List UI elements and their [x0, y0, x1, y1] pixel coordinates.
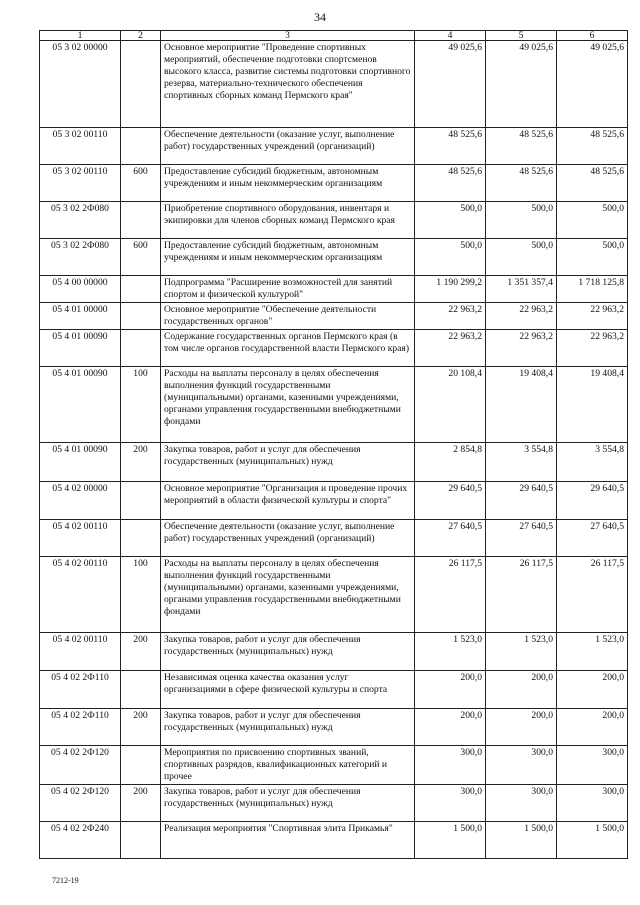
cell-value-year-2: 27 640,5 [486, 520, 557, 557]
cell-value-year-2: 19 408,4 [486, 367, 557, 443]
cell-value-year-1: 2 854,8 [415, 443, 486, 482]
cell-value-year-2: 49 025,6 [486, 41, 557, 128]
cell-name: Закупка товаров, работ и услуг для обеспечения государственных (муниципальных) нужд [161, 443, 415, 482]
cell-value-year-3: 48 525,6 [557, 128, 628, 165]
cell-value-year-3: 49 025,6 [557, 41, 628, 128]
cell-value-year-3: 300,0 [557, 746, 628, 785]
cell-name: Основное мероприятие "Обеспечение деятельности государственных органов" [161, 303, 415, 330]
cell-value-year-3: 200,0 [557, 671, 628, 709]
cell-value-year-1: 27 640,5 [415, 520, 486, 557]
table-row [40, 330, 628, 367]
cell-name: Предоставление субсидий бюджетным, автономным учреждениям и иным некоммерческим организациям [161, 239, 415, 276]
cell-code: 05 4 02 2Ф110 [40, 709, 121, 746]
cell-value-year-2: 1 523,0 [486, 633, 557, 671]
table-row [40, 633, 628, 671]
table-row [40, 482, 628, 520]
cell-value-year-3: 300,0 [557, 785, 628, 822]
cell-value-year-3: 22 963,2 [557, 330, 628, 367]
table-row [40, 671, 628, 709]
cell-expense-type [121, 822, 161, 859]
table-header-row [40, 31, 628, 41]
column-header-code: 1 [40, 31, 121, 41]
cell-value-year-3: 1 500,0 [557, 822, 628, 859]
cell-value-year-3: 26 117,5 [557, 557, 628, 633]
cell-value-year-2: 48 525,6 [486, 165, 557, 202]
cell-code: 05 4 02 2Ф110 [40, 671, 121, 709]
table-row [40, 41, 628, 128]
cell-name: Независимая оценка качества оказания услуг организациями в сфере физической культуры и спорта [161, 671, 415, 709]
cell-name: Расходы на выплаты персоналу в целях обеспечения выполнения функций государственными (муниципальными) органами, казенными учреждениями, органами управления государственными внебюджетными фондами [161, 367, 415, 443]
cell-expense-type: 100 [121, 557, 161, 633]
cell-expense-type [121, 671, 161, 709]
cell-value-year-1: 500,0 [415, 202, 486, 239]
table-row [40, 239, 628, 276]
cell-value-year-1: 22 963,2 [415, 303, 486, 330]
column-header-expense-type: 2 [121, 31, 161, 41]
cell-value-year-2: 200,0 [486, 709, 557, 746]
cell-value-year-2: 22 963,2 [486, 330, 557, 367]
cell-value-year-1: 20 108,4 [415, 367, 486, 443]
table-row [40, 276, 628, 303]
cell-expense-type: 200 [121, 443, 161, 482]
cell-value-year-2: 3 554,8 [486, 443, 557, 482]
cell-value-year-1: 49 025,6 [415, 41, 486, 128]
cell-code: 05 4 01 00090 [40, 367, 121, 443]
cell-name: Мероприятия по присвоению спортивных званий, спортивных разрядов, квалификационных категорий и прочее [161, 746, 415, 785]
cell-value-year-3: 1 718 125,8 [557, 276, 628, 303]
cell-expense-type [121, 482, 161, 520]
cell-code: 05 4 02 00110 [40, 557, 121, 633]
cell-code: 05 4 01 00090 [40, 330, 121, 367]
cell-value-year-1: 200,0 [415, 709, 486, 746]
cell-value-year-3: 27 640,5 [557, 520, 628, 557]
cell-value-year-2: 500,0 [486, 202, 557, 239]
cell-expense-type: 600 [121, 239, 161, 276]
cell-value-year-2: 22 963,2 [486, 303, 557, 330]
cell-expense-type [121, 330, 161, 367]
cell-name: Основное мероприятие "Проведение спортивных мероприятий, обеспечение подготовки спортсменов высокого класса, развитие системы подготовки спортивного резерва, материально-технического обеспечения спортивных сборных команд Пермского края" [161, 41, 415, 128]
cell-code: 05 4 02 2Ф120 [40, 746, 121, 785]
cell-value-year-2: 29 640,5 [486, 482, 557, 520]
cell-name: Обеспечение деятельности (оказание услуг, выполнение работ) государственных учреждений (организаций) [161, 520, 415, 557]
cell-code: 05 4 00 00000 [40, 276, 121, 303]
column-header-year-1: 4 [415, 31, 486, 41]
table-row [40, 822, 628, 859]
cell-value-year-1: 1 523,0 [415, 633, 486, 671]
column-header-name: 3 [161, 31, 415, 41]
cell-expense-type [121, 128, 161, 165]
cell-value-year-3: 3 554,8 [557, 443, 628, 482]
cell-name: Приобретение спортивного оборудования, инвентаря и экипировки для членов сборных команд Пермского края [161, 202, 415, 239]
cell-expense-type: 200 [121, 633, 161, 671]
cell-value-year-1: 26 117,5 [415, 557, 486, 633]
cell-code: 05 3 02 00110 [40, 128, 121, 165]
cell-expense-type [121, 520, 161, 557]
cell-name: Подпрограмма "Расширение возможностей для занятий спортом и физической культурой" [161, 276, 415, 303]
cell-expense-type [121, 303, 161, 330]
cell-expense-type [121, 202, 161, 239]
table-row [40, 746, 628, 785]
cell-value-year-2: 200,0 [486, 671, 557, 709]
cell-name: Закупка товаров, работ и услуг для обеспечения государственных (муниципальных) нужд [161, 633, 415, 671]
table-row [40, 367, 628, 443]
cell-value-year-3: 200,0 [557, 709, 628, 746]
table-row [40, 557, 628, 633]
cell-value-year-1: 500,0 [415, 239, 486, 276]
cell-code: 05 3 02 2Ф080 [40, 239, 121, 276]
cell-value-year-3: 19 408,4 [557, 367, 628, 443]
table-row [40, 202, 628, 239]
cell-value-year-3: 1 523,0 [557, 633, 628, 671]
cell-expense-type [121, 276, 161, 303]
cell-expense-type: 200 [121, 785, 161, 822]
cell-value-year-2: 500,0 [486, 239, 557, 276]
cell-code: 05 3 02 00110 [40, 165, 121, 202]
cell-value-year-1: 200,0 [415, 671, 486, 709]
cell-value-year-2: 1 351 357,4 [486, 276, 557, 303]
column-header-year-2: 5 [486, 31, 557, 41]
cell-name: Закупка товаров, работ и услуг для обеспечения государственных (муниципальных) нужд [161, 709, 415, 746]
cell-code: 05 4 02 2Ф240 [40, 822, 121, 859]
cell-name: Расходы на выплаты персоналу в целях обеспечения выполнения функций государственными (муниципальными) органами, казенными учреждениями, органами управления государственными внебюджетными фондами [161, 557, 415, 633]
table-row [40, 128, 628, 165]
column-header-year-3: 6 [557, 31, 628, 41]
cell-expense-type: 200 [121, 709, 161, 746]
cell-code: 05 3 02 2Ф080 [40, 202, 121, 239]
cell-name: Обеспечение деятельности (оказание услуг, выполнение работ) государственных учреждений (организаций) [161, 128, 415, 165]
cell-value-year-1: 300,0 [415, 785, 486, 822]
document-footer-code: 7212-19 [52, 876, 79, 885]
cell-expense-type: 100 [121, 367, 161, 443]
cell-value-year-1: 1 500,0 [415, 822, 486, 859]
cell-value-year-1: 48 525,6 [415, 165, 486, 202]
cell-expense-type [121, 41, 161, 128]
cell-value-year-3: 500,0 [557, 239, 628, 276]
cell-value-year-3: 48 525,6 [557, 165, 628, 202]
cell-expense-type: 600 [121, 165, 161, 202]
cell-name: Закупка товаров, работ и услуг для обеспечения государственных (муниципальных) нужд [161, 785, 415, 822]
table-row [40, 443, 628, 482]
cell-code: 05 4 01 00090 [40, 443, 121, 482]
cell-value-year-2: 300,0 [486, 746, 557, 785]
table-row [40, 785, 628, 822]
cell-value-year-1: 22 963,2 [415, 330, 486, 367]
cell-name: Основное мероприятие "Организация и проведение прочих мероприятий в области физической культуры и спорта" [161, 482, 415, 520]
cell-code: 05 4 02 2Ф120 [40, 785, 121, 822]
cell-value-year-1: 48 525,6 [415, 128, 486, 165]
cell-value-year-2: 48 525,6 [486, 128, 557, 165]
table-row [40, 165, 628, 202]
cell-value-year-2: 26 117,5 [486, 557, 557, 633]
cell-code: 05 4 02 00110 [40, 633, 121, 671]
cell-value-year-1: 29 640,5 [415, 482, 486, 520]
budget-table [39, 30, 628, 859]
table-row [40, 709, 628, 746]
table-row [40, 520, 628, 557]
cell-value-year-2: 1 500,0 [486, 822, 557, 859]
cell-code: 05 4 02 00110 [40, 520, 121, 557]
cell-expense-type [121, 746, 161, 785]
page-number: 34 [314, 10, 326, 24]
cell-code: 05 4 02 00000 [40, 482, 121, 520]
cell-name: Содержание государственных органов Пермского края (в том числе органов государственной власти Пермского края) [161, 330, 415, 367]
table-row [40, 303, 628, 330]
cell-value-year-2: 300,0 [486, 785, 557, 822]
cell-value-year-3: 29 640,5 [557, 482, 628, 520]
cell-code: 05 4 01 00000 [40, 303, 121, 330]
cell-value-year-1: 300,0 [415, 746, 486, 785]
cell-value-year-3: 22 963,2 [557, 303, 628, 330]
cell-value-year-3: 500,0 [557, 202, 628, 239]
cell-code: 05 3 02 00000 [40, 41, 121, 128]
cell-name: Реализация мероприятия "Спортивная элита Прикамья" [161, 822, 415, 859]
cell-value-year-1: 1 190 299,2 [415, 276, 486, 303]
cell-name: Предоставление субсидий бюджетным, автономным учреждениям и иным некоммерческим организациям [161, 165, 415, 202]
